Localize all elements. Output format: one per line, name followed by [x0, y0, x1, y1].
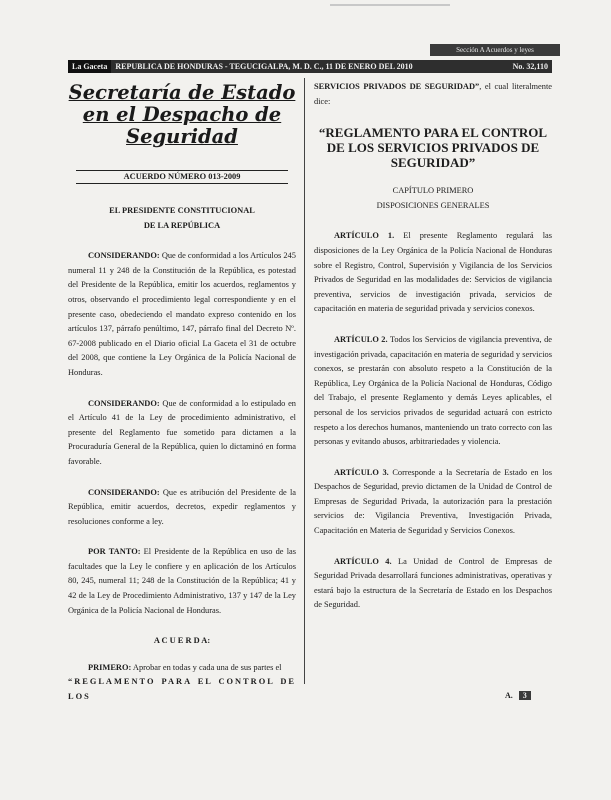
capitulo-heading: CAPÍTULO PRIMERO: [392, 186, 474, 196]
por-tanto-text: El Presidente de la República en uso de las facultades que la Ley le confiere y en aplicación de los Artículos 80, 245, numeral 11; 248 de la Constitución de la República; 41 y 42 de la Ley de Procedimiento Administrativo, 137 y 147 de la Ley Orgánica de la Policía Nacional de Honduras.: [68, 547, 297, 615]
primero-quote: “REGLAMENTO PARA EL CONTROL DE LOS: [68, 677, 296, 702]
articulo-3-text: Corresponde a la Secretaría de Estado en los Despachos de Seguridad, previo dictamen de la Unidad de Control de Empresas de Seguridad Privada, la autorización para la prestación servicios de: Vigilancia Preventiva, Investigación Privada, Capacitación en Materia de Seguridad y Servicios Conexos.: [314, 467, 552, 536]
page-footer: [505, 690, 551, 702]
reglamento-title: “REGLAMENTO PARA EL CONTROL DE LOS SERVICIOS PRIVADOS DE SEGURIDAD”: [318, 125, 548, 171]
considerando-1-label: CONSIDERANDO:: [88, 251, 160, 261]
articulo-2-label: ARTÍCULO 2.: [334, 334, 388, 344]
continuation-rest: , el cual literalmente dice:: [314, 82, 552, 106]
articulo-3-label: ARTÍCULO 3.: [334, 467, 389, 477]
president-line-2: DE LA REPÚBLICA: [143, 220, 221, 230]
secretaria-title: Secretaría de Estado en el Despacho de Seguridad: [68, 81, 296, 148]
considerando-3-text: Que es atribución del Presidente de la República, emitir acuerdos, decretos, expedir reglamentos y resoluciones conforme a ley.: [68, 487, 297, 526]
section-tab: Sección A Acuerdos y leyes: [430, 44, 560, 56]
primero-text: Aprobar en todas y cada una de sus partes el: [132, 662, 282, 672]
articulo-2-text: Todos los Servicios de vigilancia preventiva, de investigación privada, capacitación en materia de seguridad y servicios conexos, se prestarán con absoluto respeto a la Constitución de la República, Ley Orgánica de la Policía Nacional de Honduras, Código del Trabajo, el presente Reglamento y demás Leyes aplicables, el personal de los servicios privados de seguridad actuará con estricto respeto a los derechos humanos, manteniendo un trato correcto con las personas y evitando abusos, arbitrariedades y violencia.: [314, 334, 552, 447]
considerando-1-text: Que de conformidad a los Artículos 245 numeral 11 y 248 de la Constitución de la República, es potestad del Presidente de la República, emitir los acuerdos, reglamentos y otros, observando el procedimiento legal correspondiente y en el presente caso, obedeciendo el mandato expreso contenido en los artículos 137, párrafo penúltimo, 147, párrafo final del Decreto Nº. 67-2008 publicado en el Diario oficial La Gaceta el 31 de octubre del 2008, que contiene la Ley Orgánica de la Policía Nacional de Honduras.: [68, 251, 296, 377]
considerando-3: [68, 486, 296, 530]
articulo-1-text: El presente Reglamento regulará las disposiciones de la Ley Orgánica de la Policía Nacional de Honduras sobre el Registro, Control, Supervisión y Vigilancia de los Servicios Privados de Seguridad en las modalidades de: Servicios de vigilancia preventiva, servicios de investigación privada, servicios de capacitación en materia de seguridad privada y servicios conexos.: [314, 231, 553, 314]
articulo-1-label: ARTÍCULO 1.: [334, 231, 395, 241]
articulo-4-label: ARTÍCULO 4.: [334, 556, 392, 566]
articulo-2: [314, 333, 552, 450]
considerando-1: [68, 249, 296, 380]
considerando-2: [68, 397, 296, 470]
primero-label: PRIMERO:: [88, 662, 132, 672]
column-divider: [304, 78, 305, 684]
disposiciones-heading: DISPOSICIONES GENERALES: [376, 200, 490, 210]
right-column: [314, 78, 552, 613]
considerando-2-text: Que de conformidad a lo estipulado en el Artículo 41 de la Ley de procedimiento administrativo, el presente del Reglamento fue sometido para dictamen a la Procuraduría General de la República, quien lo dictaminó en forma favorable.: [68, 398, 296, 466]
primero: [68, 661, 296, 705]
section-letter: A.: [505, 691, 513, 700]
president-line-1: EL PRESIDENTE CONSTITUCIONAL: [109, 206, 255, 215]
considerando-2-label: CONSIDERANDO:: [88, 398, 160, 408]
masthead: [68, 60, 552, 73]
left-column: [68, 78, 296, 705]
page-number: 3: [519, 691, 531, 700]
acuerda-heading: A C U E R D A:: [153, 636, 211, 646]
acuerdo-number: ACUERDO NÚMERO 013-2009: [76, 170, 288, 184]
continuation: [314, 80, 552, 109]
republic-dateline: REPUBLICA DE HONDURAS - TEGUCIGALPA, M. D. C., 11 DE ENERO DEL 2010: [115, 62, 413, 71]
issue-number: No. 32,110: [512, 62, 548, 71]
gazette-name: La Gaceta: [68, 60, 111, 73]
articulo-4: [314, 555, 552, 613]
considerando-3-label: CONSIDERANDO:: [88, 487, 160, 497]
por-tanto: [68, 545, 296, 618]
continuation-bold: SERVICIOS PRIVADOS DE SEGURIDAD”: [314, 82, 480, 91]
por-tanto-label: POR TANTO:: [88, 547, 141, 557]
articulo-1: [314, 229, 552, 317]
scan-artifact: [330, 4, 450, 6]
articulo-4-text: La Unidad de Control de Empresas de Seguridad Privada desarrollará funciones administrativas, operativas y estará bajo la estructura de la Secretaría de Estado en los Despachos de Seguridad.: [314, 556, 553, 610]
articulo-3: [314, 466, 552, 539]
